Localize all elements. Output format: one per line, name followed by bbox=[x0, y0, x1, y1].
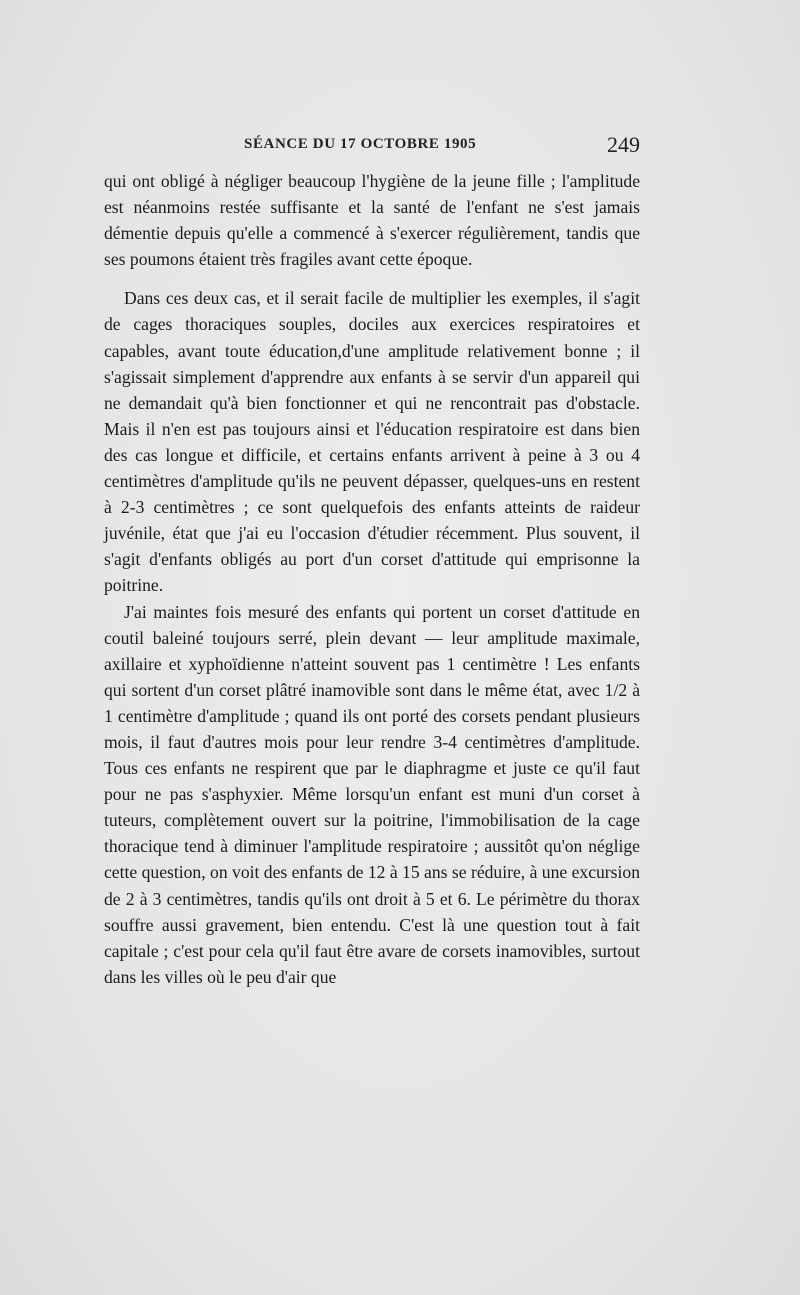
running-head bbox=[104, 132, 640, 156]
page-number: 249 bbox=[607, 132, 640, 157]
paragraph-corset-measurements: J'ai maintes fois mesuré des enfants qui portent un corset d'attitude en coutil baleiné toujours serré, plein devant — leur amplitude maximale, axillaire et xyphoïdienne n'atteint souvent pas 1 centimètre ! Les enfants qui sortent d'un corset plâtré inamovible sont dans le même état, avec 1/2 à 1 centimètre d'amplitude ; quand ils ont porté des corsets pendant plusieurs mois, il faut d'autres mois pour leur rendre 3-4 centimètres d'amplitude. Tous ces enfants ne respirent que par le diaphragme et juste ce qu'il faut pour ne pas s'asphyxier. Même lorsqu'un enfant est muni d'un corset à tuteurs, complètement ouvert sur la poitrine, l'immobilisation de la cage thoracique tend à diminuer l'amplitude respiratoire ; aussitôt qu'on néglige cette question, on voit des enfants de 12 à 15 ans se réduire, à une excursion de 2 à 3 centimètres, tandis qu'ils ont droit à 5 et 6. Le périmètre du thorax souffre aussi gravement, bien entendu. C'est là une question tout à fait capitale ; c'est pour cela qu'il faut être avare de corsets inamovibles, surtout dans les villes où le peu d'air que bbox=[104, 601, 640, 987]
paragraph-two-cases: Dans ces deux cas, et il serait facile de multiplier les exemples, il s'agit de cages thoraciques souples, dociles aux exercices respiratoires et capables, avant toute éducation,d'une amplitude relativement bonne ; il s'agissait simplement d'apprendre aux enfants à se servir d'un appareil qui ne demandait qu'à bien fonctionner et qui ne rencontrait pas d'obstacle. Mais il n'en est pas toujours ainsi et l'éducation respiratoire est dans bien des cas longue et difficile, et certains enfants arrivent à peine à 3 ou 4 centimètres d'amplitude qu'ils ne peuvent dépasser, quelques-uns en restent à 2-3 centimètres ; ce sont quelquefois des enfants atteints de raideur juvénile, état que j'ai eu l'occasion d'étudier récemment. Plus souvent, il s'agit d'enfants obligés au port d'un corset d'attitude qui emprisonne la poitrine. bbox=[104, 288, 640, 596]
paragraph-continuation: qui ont obligé à négliger beaucoup l'hygiène de la jeune fille ; l'amplitude est néanmoins restée suffisante et la santé de l'enfant ne s'est jamais démentie depuis qu'elle a commencé à s'exercer régulièrement, tandis que ses poumons étaient très fragiles avant cette époque. bbox=[104, 171, 640, 270]
running-title: SÉANCE DU 17 OCTOBRE 1905 bbox=[244, 136, 477, 152]
body-text bbox=[104, 168, 640, 990]
